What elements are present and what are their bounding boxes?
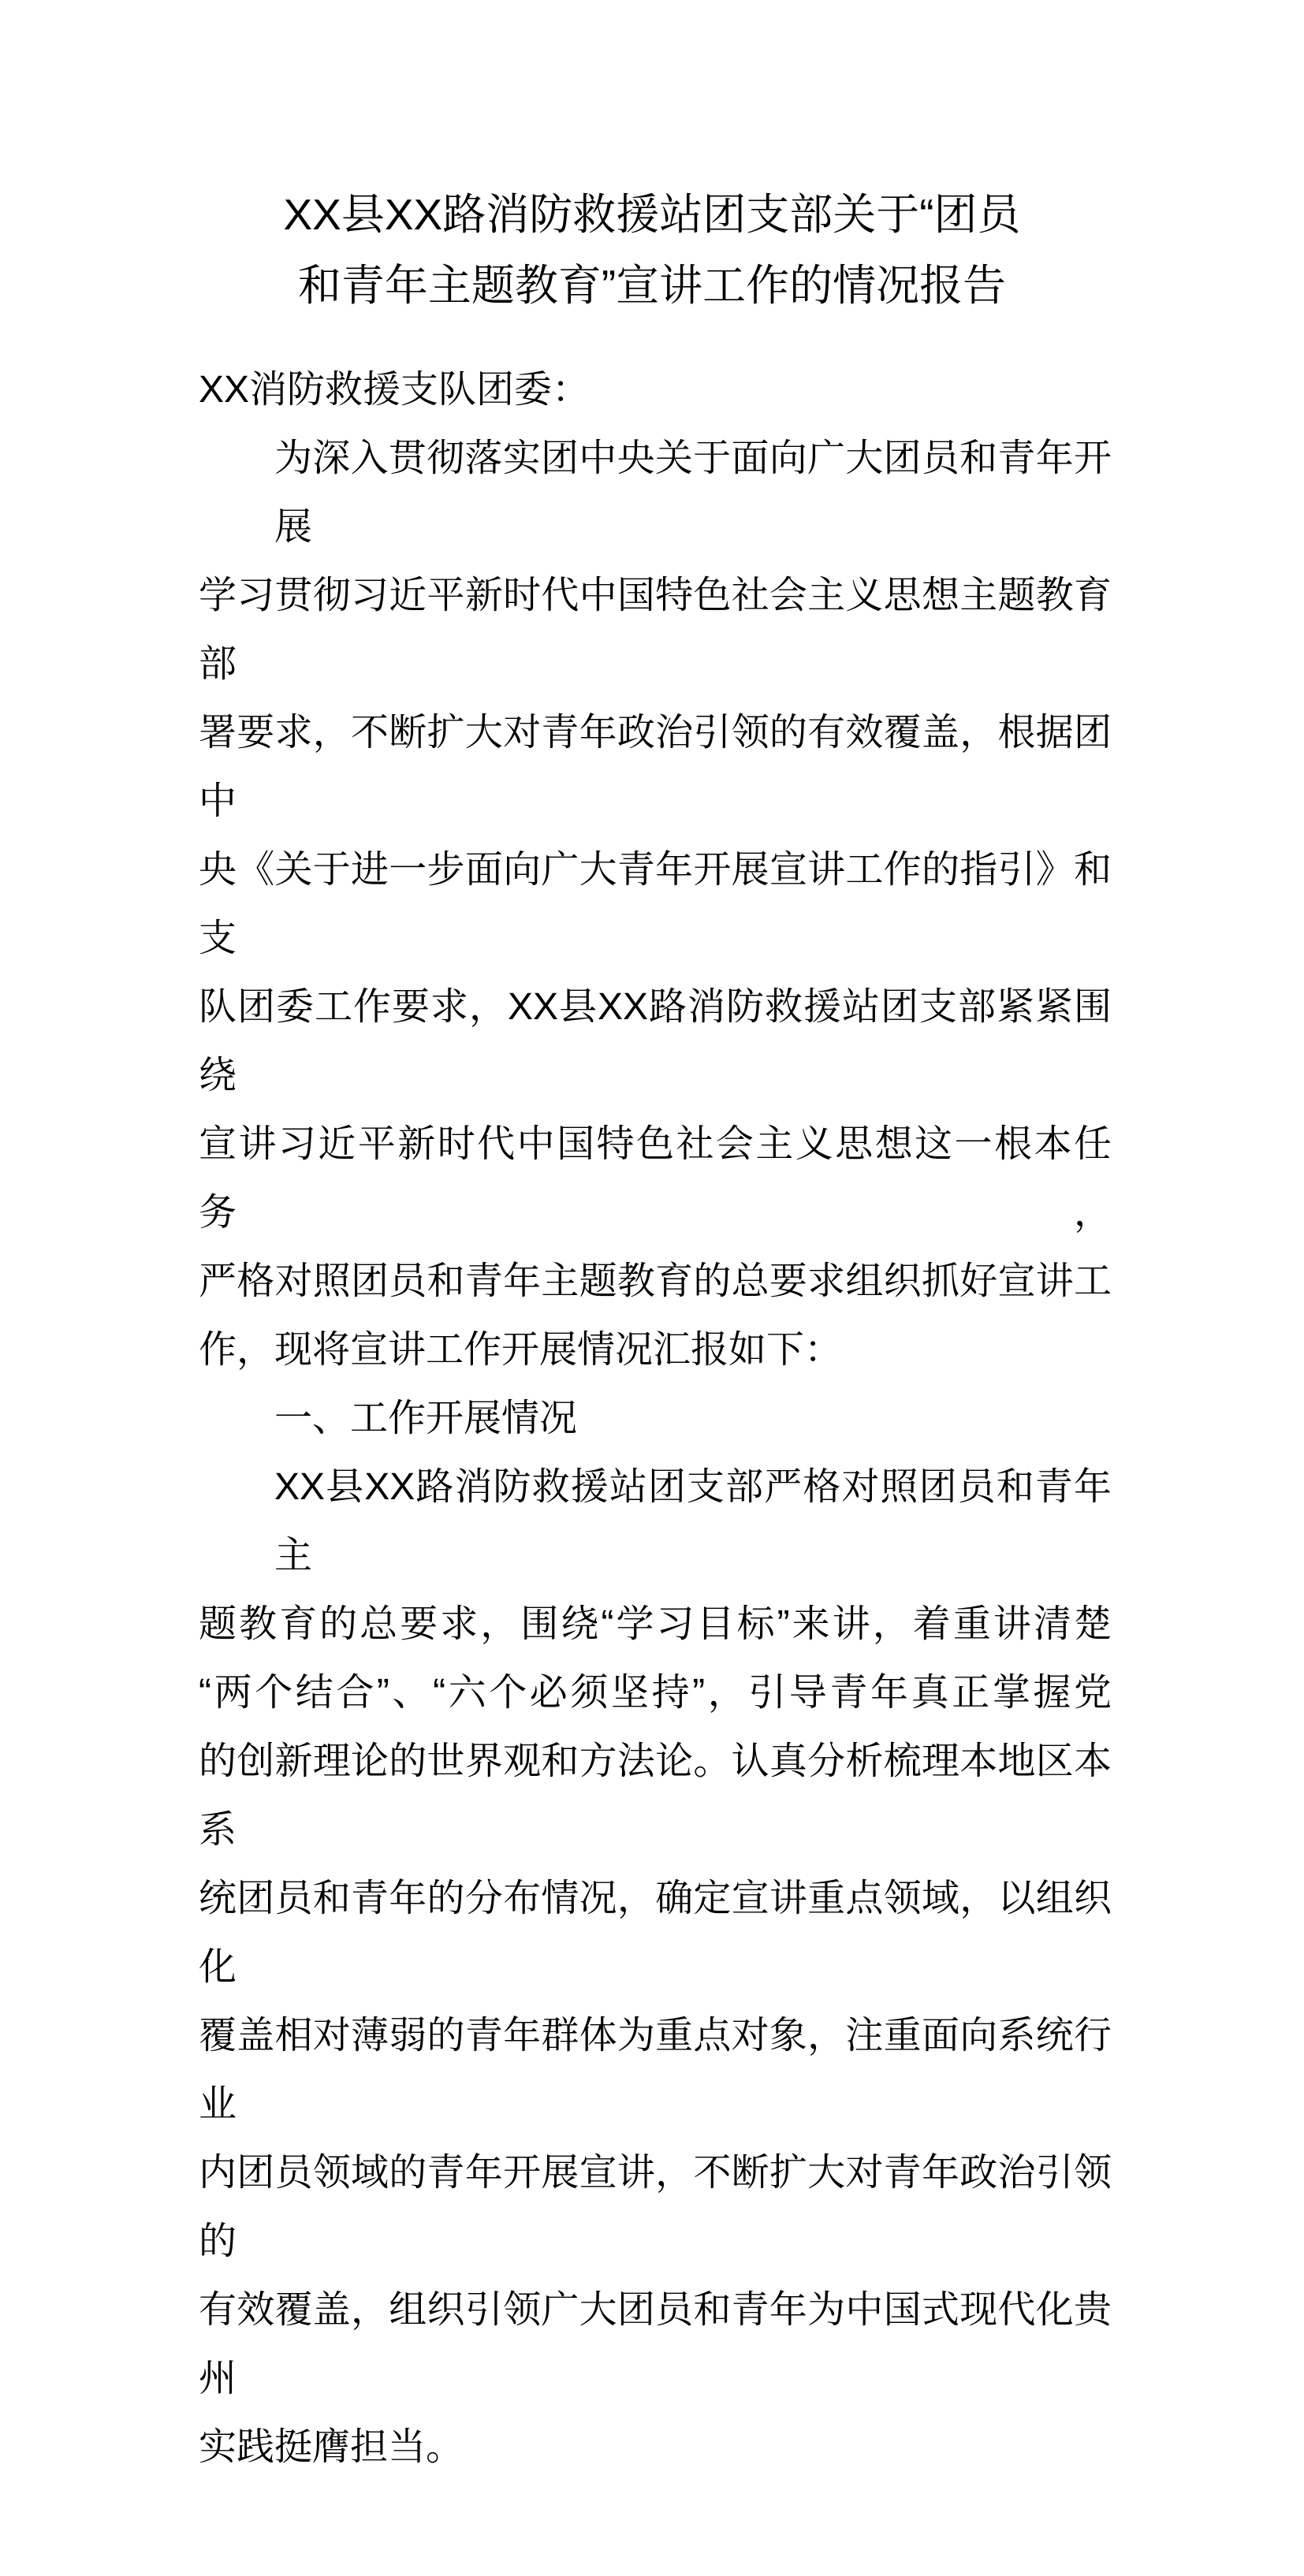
paragraph-1: [199, 424, 1112, 1384]
paragraph-line: 实践挺膺担当。: [199, 2426, 464, 2468]
paragraph-line: XX县XX路消防救援站团支部严格对照团员和青年主: [274, 1466, 1112, 1576]
document-title-line-1: XX县XX路消防救援站团支部关于“团员: [283, 190, 1021, 239]
paragraph-line: 的创新理论的世界观和方法论。认真分析梳理本地区本系: [199, 1740, 1112, 1851]
paragraph-line: 为深入贯彻落实团中央关于面向广大团员和青年开展: [274, 437, 1112, 548]
paragraph-line: 署要求，不断扩大对青年政治引领的有效覆盖，根据团中: [199, 712, 1112, 822]
paragraph-line: 队团委工作要求，XX县XX路消防救援站团支部紧紧围绕: [199, 986, 1112, 1096]
salutation: XX消防救援支队团委：: [199, 369, 591, 411]
paragraph-line: 央《关于进一步面向广大青年开展宣讲工作的指引》和支: [199, 849, 1112, 959]
paragraph-line: 作，现将宣讲工作开展情况汇报如下：: [199, 1329, 843, 1371]
paragraph-line: 有效覆盖，组织引领广大团员和青年为中国式现代化贵州: [199, 2289, 1112, 2399]
document-title-line-2: 和青年主题教育”宣讲工作的情况报告: [297, 261, 1007, 310]
paragraph-line: 学习贯彻习近平新时代中国特色社会主义思想主题教育部: [199, 575, 1112, 685]
document-title: [189, 179, 1115, 321]
paragraph-line: 严格对照团员和青年主题教育的总要求组织抓好宣讲工: [199, 1260, 1112, 1302]
paragraph-line: 题教育的总要求，围绕“学习目标”来讲，着重讲清楚: [199, 1603, 1112, 1645]
paragraph-line: 宣讲习近平新时代中国特色社会主义思想这一根本任务，: [199, 1123, 1112, 1234]
paragraph-line: 内团员领域的青年开展宣讲，不断扩大对青年政治引领的: [199, 2152, 1112, 2262]
paragraph-line: 统团员和青年的分布情况，确定宣讲重点领域，以组织化: [199, 1878, 1112, 1988]
paragraph-line: 覆盖相对薄弱的青年群体为重点对象，注重面向系统行业: [199, 2015, 1112, 2125]
paragraph-2: [199, 1453, 1112, 2481]
paragraph-line: “两个结合”、“六个必须坚持”，引导青年真正掌握党: [199, 1672, 1112, 1714]
section-heading-1: 一、工作开展情况: [274, 1398, 578, 1439]
